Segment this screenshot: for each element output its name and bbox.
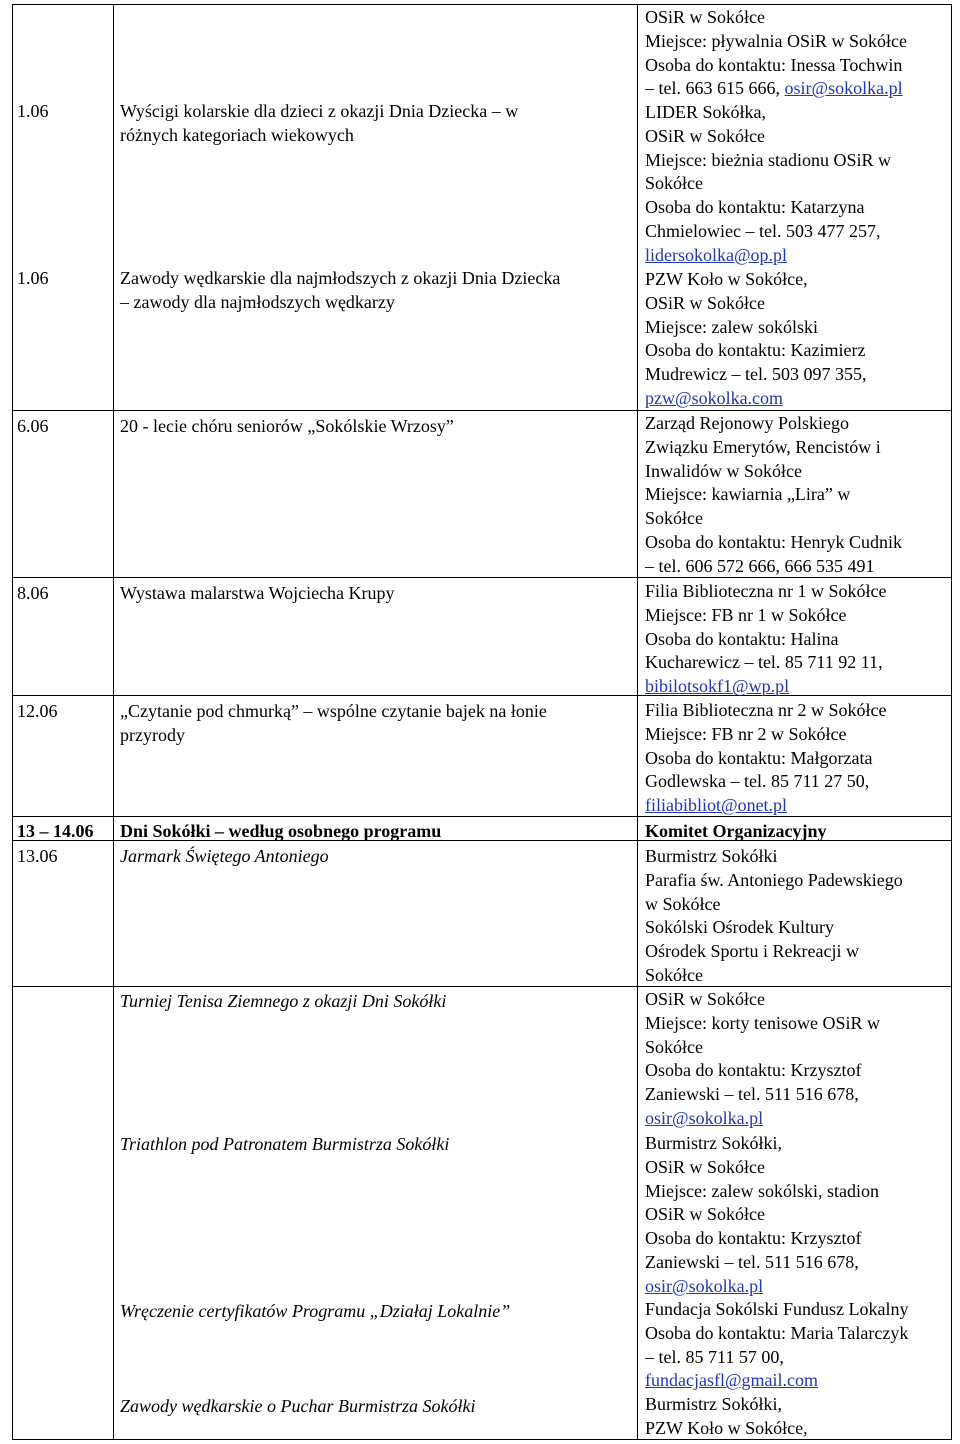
event-title-line: 20 - lecie chóru seniorów „Sokólskie Wrzosy” — [120, 416, 454, 436]
organizer-line — [645, 172, 891, 196]
organizer-text: Sokólski Ośrodek Kultury — [645, 917, 834, 938]
organizer-line — [645, 77, 907, 101]
organizer-text: Filia Biblioteczna nr 2 w Sokółce — [645, 700, 887, 720]
organizer-line — [645, 699, 886, 723]
organizer-text: PZW Koło w Sokółce, — [645, 1417, 808, 1438]
organizer-line — [645, 628, 886, 652]
organizer-line — [645, 507, 902, 531]
organizer-text: Osoba do kontaktu: Katarzyna — [645, 197, 865, 218]
email-link[interactable]: bibilotsokf1@wp.pl — [645, 676, 790, 697]
organizer-text: Godlewska – tel. 85 711 27 50, — [645, 771, 870, 792]
organizer-text: Sokółce — [645, 1036, 703, 1057]
event-title-line: Wręczenie certyfikatów Programu „Działaj Lokalnie” — [120, 1301, 511, 1321]
organizer-text: Sokółce — [645, 964, 703, 985]
event-title-line: różnych kategoriach wiekowych — [120, 124, 354, 145]
organizer-line — [645, 1203, 879, 1227]
organizer-line — [645, 531, 902, 555]
organizer-line — [645, 1227, 879, 1251]
organizer-line — [645, 747, 886, 771]
organizer-line — [645, 1107, 880, 1131]
event-date: 12.06 — [17, 701, 58, 721]
organizer-info — [645, 6, 907, 101]
organizer-line — [645, 436, 902, 460]
table-column-border — [113, 4, 114, 1439]
organizer-text: Miejsce: zalew sokólski — [645, 316, 818, 337]
organizer-text: – tel. 663 615 666, — [645, 78, 785, 99]
event-title-line: Zawody wędkarskie dla najmłodszych z okazji Dnia Dziecka — [120, 268, 561, 288]
organizer-text: OSiR w Sokółce — [645, 7, 766, 27]
email-link[interactable]: fundacjasfl@gmail.com — [645, 1370, 819, 1391]
organizer-line — [645, 555, 902, 579]
organizer-line — [645, 149, 891, 173]
email-link[interactable]: filiabibliot@onet.pl — [645, 795, 788, 816]
organizer-text: OSiR w Sokółce — [645, 989, 766, 1009]
event-title — [120, 582, 395, 606]
organizer-text: OSiR w Sokółce — [645, 125, 766, 146]
organizer-text: Osoba do kontaktu: Maria Talarczyk — [645, 1322, 909, 1343]
organizer-line — [645, 1132, 879, 1156]
organizer-line — [645, 1298, 909, 1322]
organizer-info — [645, 580, 886, 699]
organizer-text: Mudrewicz – tel. 503 097 355, — [645, 364, 867, 385]
organizer-line — [645, 1346, 909, 1370]
organizer-text: – tel. 85 711 57 00, — [645, 1346, 784, 1367]
event-title-line: Jarmark Świętego Antoniego — [120, 846, 329, 866]
organizer-info — [645, 1132, 879, 1299]
email-link[interactable]: osir@sokolka.pl — [784, 78, 903, 99]
organizer-text: Burmistrz Sokółki — [645, 846, 778, 866]
organizer-text: Zarząd Rejonowy Polskiego — [645, 413, 849, 433]
organizer-line — [645, 916, 903, 940]
organizer-line — [645, 1393, 808, 1417]
email-link[interactable]: osir@sokolka.pl — [645, 1107, 764, 1128]
organizer-text: w Sokółce — [645, 893, 721, 914]
organizer-text: LIDER Sokółka, — [645, 102, 766, 122]
organizer-line — [645, 964, 903, 988]
organizer-line — [645, 316, 866, 340]
organizer-line — [645, 770, 886, 794]
organizer-text: Komitet Organizacyjny — [645, 821, 827, 841]
event-title-line: przyrody — [120, 724, 185, 745]
organizer-line — [645, 820, 826, 844]
organizer-line — [645, 845, 903, 869]
organizer-text: Osoba do kontaktu: Halina — [645, 628, 839, 649]
event-title — [120, 267, 560, 315]
organizer-line — [645, 292, 866, 316]
organizer-text: Miejsce: pływalnia OSiR w Sokółce — [645, 30, 907, 51]
event-title-line: Triathlon pod Patronatem Burmistrza Sokółki — [120, 1134, 450, 1154]
organizer-line — [645, 363, 866, 387]
event-date: 6.06 — [17, 416, 49, 436]
organizer-line — [645, 268, 866, 292]
organizer-text: Kucharewicz – tel. 85 711 92 11, — [645, 652, 883, 673]
event-title — [120, 1133, 449, 1157]
organizer-line — [645, 6, 907, 30]
organizer-line — [645, 893, 903, 917]
organizer-info — [645, 1393, 808, 1441]
organizer-text: Osoba do kontaktu: Małgorzata — [645, 747, 873, 768]
event-title — [120, 700, 547, 748]
organizer-line — [645, 460, 902, 484]
event-title — [120, 1300, 510, 1324]
event-title — [120, 100, 518, 148]
organizer-line — [645, 1322, 909, 1346]
organizer-text: Miejsce: FB nr 2 w Sokółce — [645, 723, 847, 744]
email-link[interactable]: lidersokolka@op.pl — [645, 244, 788, 265]
organizer-text: Zaniewski – tel. 511 516 678, — [645, 1084, 859, 1105]
event-title-line: Dni Sokółki – według osobnego programu — [120, 821, 442, 841]
event-date: 1.06 — [17, 101, 49, 121]
organizer-line — [645, 125, 891, 149]
event-title — [120, 845, 329, 869]
event-date: 13 – 14.06 — [17, 821, 94, 841]
organizer-text: – tel. 606 572 666, 666 535 491 — [645, 555, 875, 576]
organizer-info — [645, 268, 866, 411]
event-date: 8.06 — [17, 583, 49, 603]
table-row-border — [12, 4, 952, 5]
organizer-text: Burmistrz Sokółki, — [645, 1394, 783, 1414]
organizer-text: Osoba do kontaktu: Krzysztof — [645, 1060, 862, 1081]
organizer-line — [645, 1251, 879, 1275]
organizer-text: OSiR w Sokółce — [645, 292, 766, 313]
organizer-text: Parafia św. Antoniego Padewskiego — [645, 869, 903, 890]
organizer-text: Związku Emerytów, Rencistów i — [645, 436, 881, 457]
organizer-line — [645, 1180, 879, 1204]
event-title-line: Wyścigi kolarskie dla dzieci z okazji Dnia Dziecka – w — [120, 101, 519, 121]
organizer-line — [645, 220, 891, 244]
organizer-line — [645, 794, 886, 818]
event-title — [120, 820, 441, 844]
event-title — [120, 415, 454, 439]
organizer-text: Burmistrz Sokółki, — [645, 1133, 783, 1153]
organizer-line — [645, 988, 880, 1012]
organizer-line — [645, 196, 891, 220]
organizer-info — [645, 820, 826, 844]
organizer-line — [645, 1083, 880, 1107]
organizer-info — [645, 1298, 909, 1393]
organizer-line — [645, 244, 891, 268]
event-title — [120, 1395, 475, 1419]
organizer-line — [645, 1036, 880, 1060]
organizer-text: Inwalidów w Sokółce — [645, 460, 802, 481]
organizer-line — [645, 675, 886, 699]
organizer-text: PZW Koło w Sokółce, — [645, 269, 808, 289]
table-column-border — [12, 4, 13, 1439]
organizer-info — [645, 412, 902, 579]
event-title-line: „Czytanie pod chmurką” – wspólne czytanie bajek na łonie — [120, 701, 547, 721]
organizer-info — [645, 845, 903, 988]
organizer-text: Zaniewski – tel. 511 516 678, — [645, 1251, 859, 1272]
email-link[interactable]: pzw@sokolka.com — [645, 387, 784, 408]
organizer-line — [645, 412, 902, 436]
organizer-line — [645, 651, 886, 675]
event-date: 1.06 — [17, 268, 49, 288]
organizer-line — [645, 387, 866, 411]
organizer-line — [645, 30, 907, 54]
organizer-line — [645, 723, 886, 747]
organizer-info — [645, 699, 886, 818]
organizer-text: Osoba do kontaktu: Inessa Tochwin — [645, 54, 903, 75]
event-title-line: Zawody wędkarskie o Puchar Burmistrza Sokółki — [120, 1396, 476, 1416]
event-title-line: Wystawa malarstwa Wojciecha Krupy — [120, 583, 395, 603]
organizer-text: Osoba do kontaktu: Henryk Cudnik — [645, 531, 902, 552]
table-column-border — [951, 4, 952, 1439]
event-date: 13.06 — [17, 846, 58, 866]
email-link[interactable]: osir@sokolka.pl — [645, 1275, 764, 1296]
organizer-text: Sokółce — [645, 508, 703, 529]
organizer-text: Miejsce: kawiarnia „Lira” w — [645, 484, 851, 505]
organizer-line — [645, 1059, 880, 1083]
organizer-text: OSiR w Sokółce — [645, 1156, 766, 1177]
organizer-text: Osoba do kontaktu: Kazimierz — [645, 340, 866, 361]
organizer-text: OSiR w Sokółce — [645, 1204, 766, 1225]
organizer-line — [645, 869, 903, 893]
event-title — [120, 990, 446, 1014]
event-title-line: Turniej Tenisa Ziemnego z okazji Dni Sokółki — [120, 991, 447, 1011]
organizer-line — [645, 483, 902, 507]
organizer-text: Miejsce: bieżnia stadionu OSiR w — [645, 149, 891, 170]
organizer-line — [645, 1275, 879, 1299]
organizer-line — [645, 339, 866, 363]
organizer-line — [645, 54, 907, 78]
organizer-text: Miejsce: FB nr 1 w Sokółce — [645, 604, 847, 625]
organizer-line — [645, 1012, 880, 1036]
organizer-text: Osoba do kontaktu: Krzysztof — [645, 1228, 862, 1249]
organizer-info — [645, 101, 891, 268]
organizer-info — [645, 988, 880, 1131]
organizer-line — [645, 101, 891, 125]
organizer-text: Ośrodek Sportu i Rekreacji w — [645, 941, 859, 962]
organizer-line — [645, 604, 886, 628]
organizer-text: Filia Biblioteczna nr 1 w Sokółce — [645, 581, 887, 601]
organizer-text: Miejsce: korty tenisowe OSiR w — [645, 1012, 880, 1033]
organizer-text: Sokółce — [645, 173, 703, 194]
organizer-text: Miejsce: zalew sokólski, stadion — [645, 1180, 879, 1201]
organizer-text: Chmielowiec – tel. 503 477 257, — [645, 220, 881, 241]
organizer-line — [645, 580, 886, 604]
organizer-line — [645, 1417, 808, 1441]
organizer-line — [645, 1369, 909, 1393]
table-row-border — [12, 1439, 952, 1440]
organizer-line — [645, 940, 903, 964]
organizer-text: Fundacja Sokólski Fundusz Lokalny — [645, 1299, 909, 1319]
table-column-border — [637, 4, 638, 1439]
organizer-line — [645, 1156, 879, 1180]
event-title-line: – zawody dla najmłodszych wędkarzy — [120, 291, 395, 312]
